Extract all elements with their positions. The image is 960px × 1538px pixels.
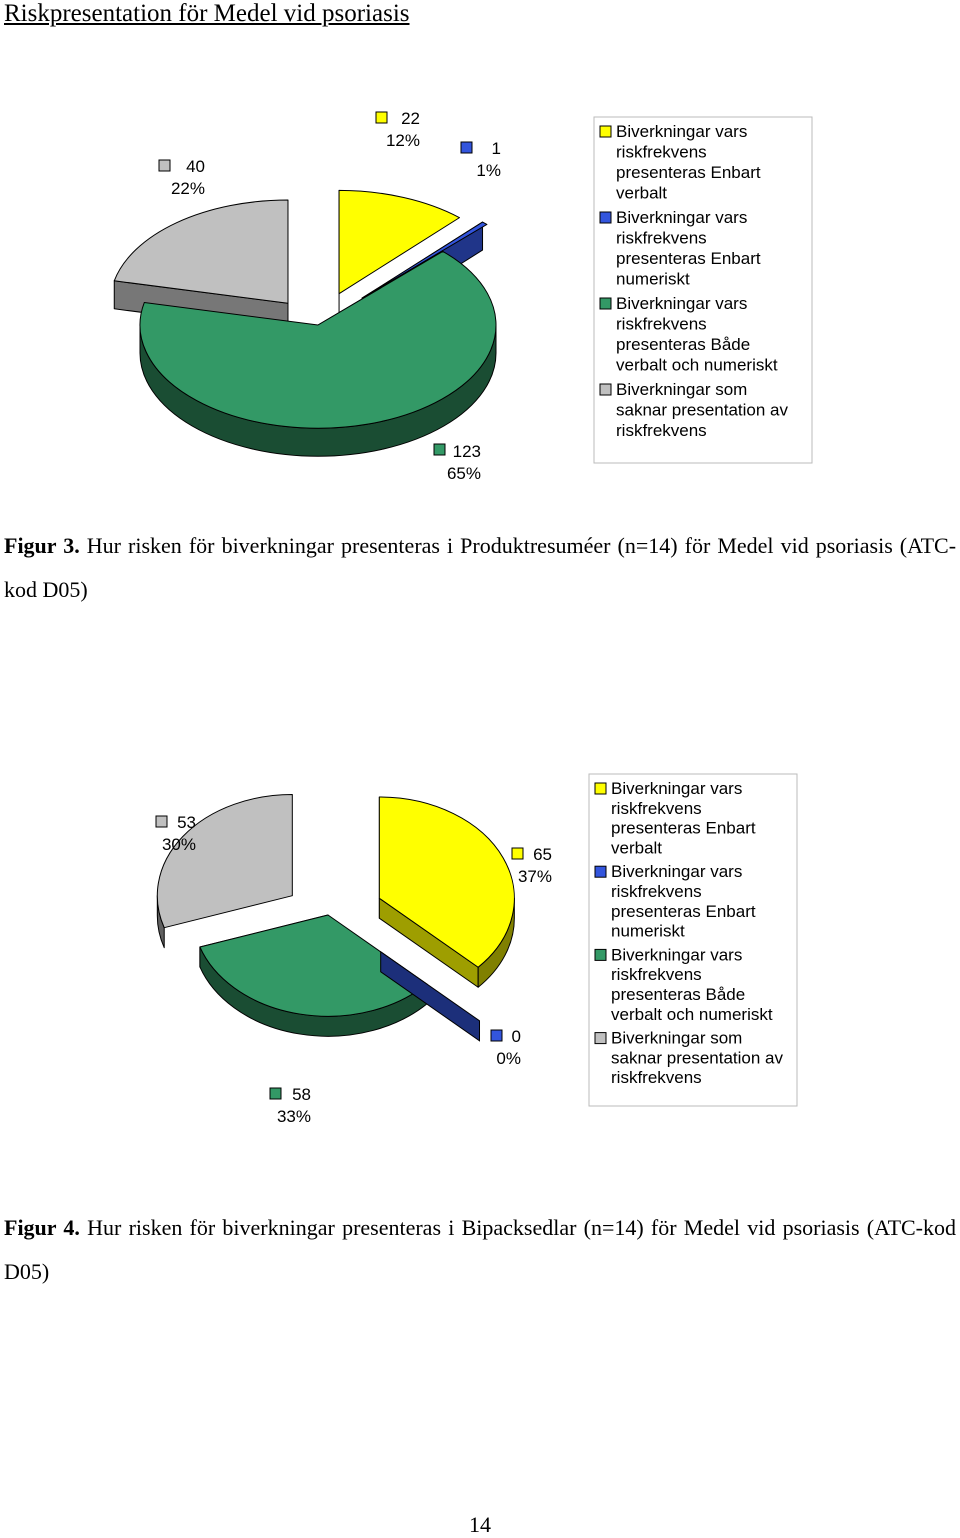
legend-text: presenteras Både xyxy=(611,985,746,1004)
slice-value-label: 53 xyxy=(177,813,196,832)
data-label-enbart-numeriskt xyxy=(461,139,501,180)
label-marker xyxy=(156,816,167,827)
label-marker xyxy=(491,1030,502,1041)
slice-value-label: 65 xyxy=(533,845,552,864)
label-marker xyxy=(159,160,170,171)
page-number: 14 xyxy=(469,1512,491,1537)
label-marker xyxy=(434,444,445,455)
label-marker xyxy=(512,848,523,859)
slice-value-label: 0 xyxy=(511,1027,521,1046)
label-marker xyxy=(270,1088,281,1099)
chart-legend xyxy=(589,774,797,1106)
legend-text: riskfrekvens xyxy=(616,228,707,248)
label-marker xyxy=(461,142,472,153)
legend-swatch xyxy=(595,866,606,877)
figure-3-caption xyxy=(4,524,956,612)
legend-text: presenteras Enbart xyxy=(616,163,761,182)
legend-text: riskfrekvens xyxy=(611,798,702,818)
legend-text: riskfrekvens xyxy=(611,1068,702,1088)
legend-text: verbalt och numeriskt xyxy=(616,355,778,375)
pie-chart-figure-3 xyxy=(0,100,960,500)
legend-text: verbalt xyxy=(611,838,663,858)
legend-swatch xyxy=(600,212,611,223)
legend-text: Biverkningar vars xyxy=(611,945,743,965)
slice-value-label: 58 xyxy=(292,1085,311,1104)
legend-text: riskfrekvens xyxy=(616,314,707,334)
slice-percent-label: 37% xyxy=(517,867,552,886)
legend-swatch xyxy=(595,1033,606,1044)
slice-value-label: 40 xyxy=(186,157,205,176)
legend-swatch xyxy=(600,126,611,137)
legend-text: presenteras Enbart xyxy=(611,818,756,838)
legend-text: Biverkningar vars xyxy=(611,779,743,798)
legend-text: Biverkningar vars xyxy=(616,208,748,227)
legend-text: Biverkningar vars xyxy=(616,122,748,141)
slice-percent-label: 22% xyxy=(170,179,205,198)
legend-text: riskfrekvens xyxy=(616,142,707,162)
legend-text: Biverkningar som xyxy=(616,380,748,399)
legend-text: saknar presentation av xyxy=(616,400,788,420)
legend-text: Biverkningar vars xyxy=(616,294,748,313)
figure-3-text: Hur risken för biverkningar presenteras i Produktresuméer (n=14) för Medel vid psoriasis (ATC-kod D05) xyxy=(4,533,957,602)
slice-percent-label: 12% xyxy=(385,131,420,150)
pie-chart-figure-4 xyxy=(0,760,960,1160)
data-label-bade-verbalt-och-numeriskt xyxy=(434,442,481,483)
legend-text: presenteras Både xyxy=(616,335,751,354)
slice-percent-label: 30% xyxy=(161,835,196,854)
legend-swatch xyxy=(600,298,611,309)
legend-text: verbalt xyxy=(616,183,668,203)
pie-slice-enbart-verbalt xyxy=(379,797,514,987)
legend-text: numeriskt xyxy=(616,269,690,289)
slice-percent-label: 33% xyxy=(276,1107,311,1126)
label-marker xyxy=(376,112,387,123)
figure-4-label: Figur 4. xyxy=(4,1215,80,1240)
figure-4-text: Hur risken för biverkningar presenteras i Bipacksedlar (n=14) för Medel vid psoriasis (ATC-kod D05) xyxy=(4,1215,957,1284)
slice-percent-label: 1% xyxy=(476,161,501,180)
legend-text: numeriskt xyxy=(611,921,685,941)
legend-text: presenteras Enbart xyxy=(616,249,761,268)
data-label-enbart-numeriskt xyxy=(491,1027,521,1068)
data-label-enbart-verbalt xyxy=(376,109,420,150)
legend-text: riskfrekvens xyxy=(611,965,702,985)
legend-swatch xyxy=(600,384,611,395)
slice-value-label: 123 xyxy=(452,442,481,461)
figure-3-label: Figur 3. xyxy=(4,533,80,558)
data-label-bade-verbalt-och-numeriskt xyxy=(270,1085,311,1126)
legend-text: riskfrekvens xyxy=(611,882,702,901)
page-title: Riskpresentation för Medel vid psoriasis xyxy=(4,0,410,27)
legend-text: riskfrekvens xyxy=(616,421,707,440)
figure-4-caption xyxy=(4,1206,956,1294)
data-label-enbart-verbalt xyxy=(512,845,552,886)
legend-swatch xyxy=(595,783,606,794)
legend-swatch xyxy=(595,949,606,960)
legend-text: Biverkningar som xyxy=(611,1028,743,1048)
chart-legend xyxy=(594,117,812,463)
legend-text: Biverkningar vars xyxy=(611,862,743,882)
data-label-saknar-presentation xyxy=(159,157,205,198)
legend-text: presenteras Enbart xyxy=(611,901,756,921)
slice-value-label: 1 xyxy=(491,139,501,158)
slice-value-label: 22 xyxy=(401,109,420,128)
legend-text: saknar presentation av xyxy=(611,1048,783,1068)
slice-percent-label: 0% xyxy=(496,1049,521,1068)
legend-text: verbalt och numeriskt xyxy=(611,1004,773,1024)
slice-percent-label: 65% xyxy=(446,464,481,483)
